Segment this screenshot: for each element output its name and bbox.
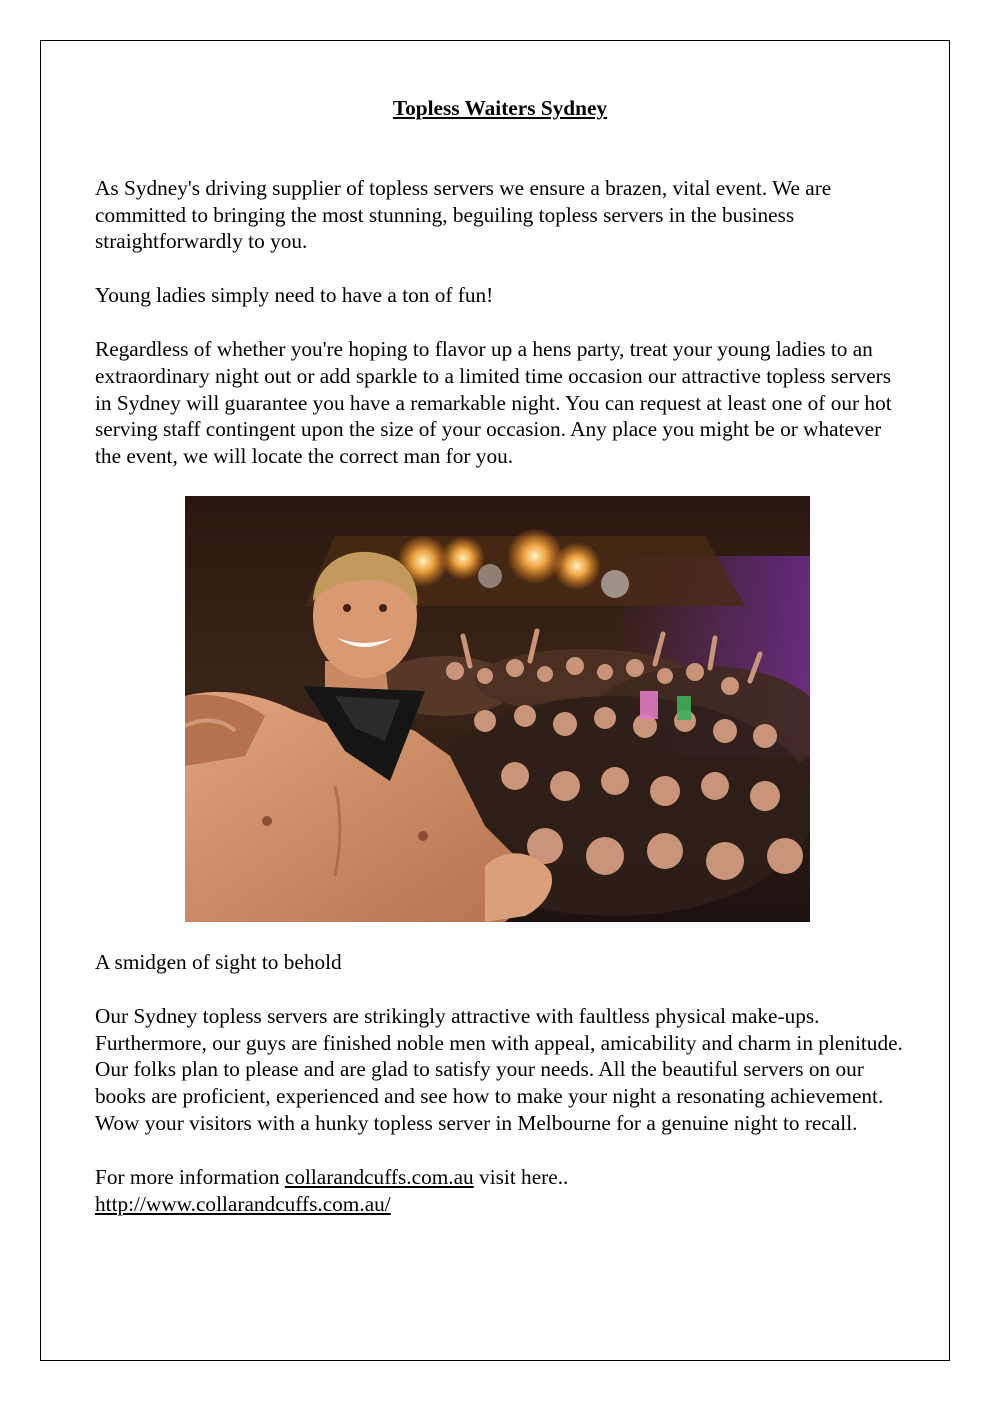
servers-paragraph: Our Sydney topless servers are strikingly attractive with faultless physical make-ups. Furthermore, our guys are finished noble men with appeal, amicability and charm in plenitude. Our folks plan to please and are glad to satisfy your needs. All the beautiful servers on our books are proficient, experienced and see how to make your night a resonating achievement. Wow your visitors with a hunky topless server in Melbourne for a genuine night to recall. [95, 1003, 903, 1135]
young-ladies-paragraph: Young ladies simply need to have a ton of fun! [95, 283, 494, 308]
intro-paragraph: As Sydney's driving supplier of topless servers we ensure a brazen, vital event. We are committed to bringing the most stunning, beguiling topless servers in the business straightforwardly to you. [95, 175, 832, 254]
page-title: Topless Waiters Sydney [392, 96, 608, 120]
more-info-paragraph [95, 1164, 905, 1218]
party-photo [185, 496, 810, 922]
more-info-suffix: visit here.. [473, 1164, 569, 1189]
event-paragraph: Regardless of whether you're hoping to flavor up a hens party, treat your young ladies to an extraordinary night out or add sparkle to a limited time occasion our attractive topless servers in Sydney will guarantee you have a remarkable night. You can request at least one of our hot serving staff contingent upon the size of your occasion. Any place you might be or whatever the event, we will locate the correct man for you. [95, 336, 892, 469]
sight-heading-paragraph: A smidgen of sight to behold [95, 949, 342, 974]
more-info-prefix: For more information [95, 1164, 285, 1189]
document-body [95, 95, 905, 1217]
site-link[interactable]: collarandcuffs.com.au [284, 1164, 474, 1189]
party-photo-illustration [185, 496, 810, 922]
site-url-link[interactable]: http://www.collarandcuffs.com.au/ [95, 1191, 391, 1216]
